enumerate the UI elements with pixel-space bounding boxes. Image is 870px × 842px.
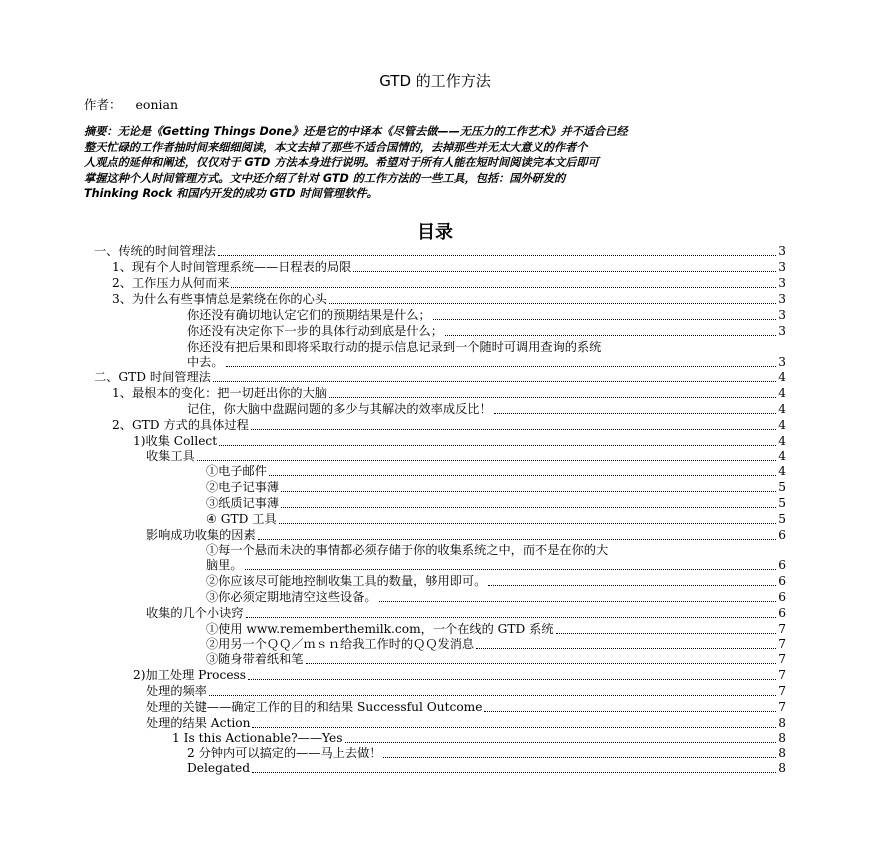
- toc-entry[interactable]: 2)加工处理 Process 7: [133, 668, 786, 682]
- toc-entry[interactable]: 处理的结果 Action 8: [146, 716, 786, 730]
- toc-entry[interactable]: 记住，你大脑中盘踞问题的多少与其解决的效率成反比！ 4: [187, 402, 786, 416]
- author-name: eonian: [135, 97, 178, 112]
- toc-entry[interactable]: ①使用 www.rememberthemilk.com，一个在线的 GTD 系统 7: [206, 622, 786, 636]
- toc-entry[interactable]: 二、GTD 时间管理法 4: [94, 370, 786, 384]
- toc-entry[interactable]: ③随身带着纸和笔 7: [206, 652, 786, 666]
- toc-entry[interactable]: 一、传统的时间管理法 3: [94, 244, 786, 258]
- toc-entry[interactable]: ②电子记事薄 5: [206, 480, 786, 494]
- toc-entry[interactable]: 1 Is this Actionable?——Yes 8: [172, 731, 786, 745]
- toc-entry[interactable]: 影响成功收集的因素 6: [146, 528, 786, 542]
- toc-entry[interactable]: 收集的几个小诀窍 6: [146, 606, 786, 620]
- toc-entry[interactable]: 3、为什么有些事情总是萦绕在你的心头 3: [112, 292, 786, 306]
- abstract-line: 整天忙碌的工作者抽时间来细细阅读，本文去掉了那些不适合国情的，去掉那些并无太大意义的作者个: [84, 140, 588, 154]
- toc-entry[interactable]: 1、现有个人时间管理系统——日程表的局限 3: [112, 260, 786, 274]
- author-line: [84, 95, 178, 113]
- abstract-line: 人观点的延伸和阐述，仅仅对于 GTD 方法本身进行说明。希望对于所有人能在短时间阅读完本文后即可: [84, 156, 599, 169]
- document-title: GTD 的工作方法: [379, 72, 491, 90]
- abstract-line: Thinking Rock 和国内开发的成功 GTD 时间管理软件。: [84, 187, 378, 200]
- toc-entry[interactable]: 你还没有确切地认定它们的预期结果是什么； 3: [187, 308, 786, 322]
- toc-entry[interactable]: 1)收集 Collect 4: [133, 434, 786, 448]
- toc-entry[interactable]: ②用另一个ＱＱ／ｍｓｎ给我工作时的ＱＱ发消息 7: [206, 637, 786, 651]
- toc-entry[interactable]: 2 分钟内可以搞定的——马上去做！ 8: [187, 746, 786, 760]
- toc-entry[interactable]: 1、最根本的变化：把一切赶出你的大脑 4: [112, 386, 786, 400]
- abstract-line: 掌握这种个人时间管理方式。文中还介绍了针对 GTD 的工作方法的一些工具，包括：国外研发的: [84, 171, 566, 185]
- toc-entry[interactable]: ①电子邮件 4: [206, 464, 786, 478]
- toc-entry[interactable]: 中去。 3: [187, 355, 786, 369]
- toc-entry[interactable]: 处理的频率 7: [146, 684, 786, 698]
- toc-entry[interactable]: ②你应该尽可能地控制收集工具的数量，够用即可。 6: [206, 574, 786, 588]
- toc-entry[interactable]: 脑里。 6: [206, 558, 786, 572]
- toc-entry[interactable]: 2、工作压力从何而来 3: [112, 276, 786, 290]
- abstract: [84, 124, 790, 202]
- author-label: 作者：: [84, 97, 122, 112]
- toc-entry[interactable]: 收集工具 4: [146, 449, 786, 463]
- toc-entry[interactable]: ③纸质记事薄 5: [206, 496, 786, 510]
- toc-entry[interactable]: 2、GTD 方式的具体过程 4: [112, 418, 786, 432]
- toc-entry-text[interactable]: ①每一个悬而未决的事情都必须存储于你的收集系统之中，而不是在你的大: [206, 543, 609, 557]
- abstract-line: 摘要：无论是《Getting Things Done》还是它的中译本《尽管去做——无压力的工作艺术》并不适合已经: [84, 125, 628, 138]
- toc-entry[interactable]: ③你必须定期地清空这些设备。 6: [206, 590, 786, 604]
- toc-heading: 目录: [417, 222, 453, 243]
- toc-entry[interactable]: 处理的关键——确定工作的目的和结果 Successful Outcome 7: [146, 700, 786, 714]
- toc-entry-text[interactable]: 你还没有把后果和即将采取行动的提示信息记录到一个随时可调用查询的系统: [187, 340, 602, 354]
- toc-entry[interactable]: ④ GTD 工具 5: [206, 512, 786, 526]
- toc-entry[interactable]: Delegated 8: [187, 761, 786, 775]
- toc-entry[interactable]: 你还没有决定你下一步的具体行动到底是什么； 3: [187, 324, 786, 338]
